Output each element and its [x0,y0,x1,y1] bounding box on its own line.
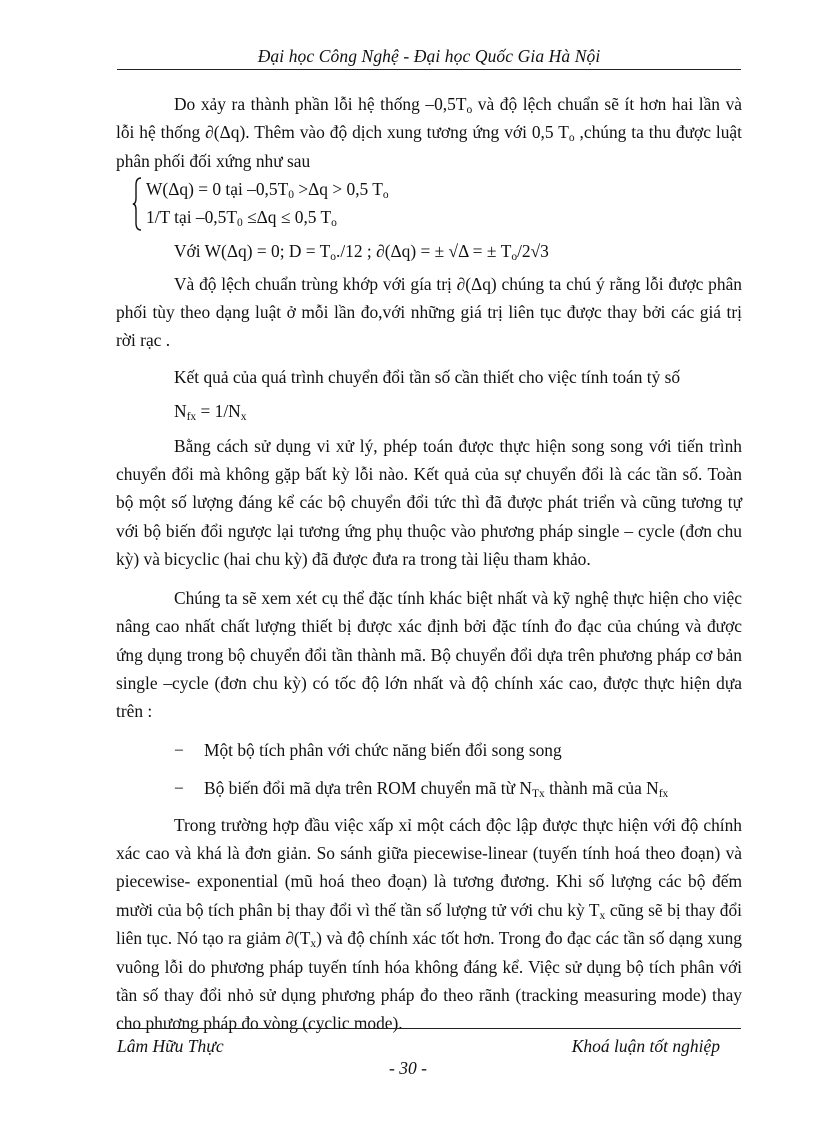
equation-with [116,237,742,265]
paragraph-6 [116,811,742,1038]
page-header-title: Đại học Công Nghệ - Đại học Quốc Gia Hà Nội [257,46,601,66]
bullet-2-text-b: thành mã của N [544,778,659,799]
paragraph-1 [116,90,742,175]
sys2-sub-a: 0 [236,217,243,230]
eqw-sub-a: o [330,251,336,264]
footer-author: Lâm Hữu Thực [117,1036,224,1056]
p6-text-a: Trong trường hợp đầu việc xấp xỉ một cách độc lập được thực hiện với độ chính xác cao và khá là đơn giản. So sánh giữa piecewise-linear (tuyến tính hoá theo đoạn) và piecewise- exponential (mũ hoá theo đoạn) là tương đương. Khi số lượng các bộ đếm mười của bộ tích phân bị thay đổi vì thế tần số lượng tử với chu kỳ T [116,814,742,920]
sys1-sub-a: 0 [288,189,294,202]
sys1-text-b: >Δq > 0,5 T [293,179,383,200]
equation-nfx [116,397,742,425]
system-line-2 [146,203,742,231]
eqn-sub-a: fx [186,411,197,424]
paragraph-4: Bằng cách sử dụng vi xử lý, phép toán được thực hiện song song với tiến trình chuyển đổi mà không gặp bất kỳ lỗi nào. Kết quả của sự chuyển đổi là các tần số. Toàn bộ một số lượng đáng kể các bộ chuyển đổi tức thì đã được phát triển và cũng tương tự với bộ biến đổi ngược lại tương ứng phụ thuộc vào phương pháp single – cycle (đơn chu kỳ) và bicyclic (hai chu kỳ) đã được đưa ra trong tài liệu tham khảo. [116,435,742,570]
bullet-2-text-a: Bộ biến đổi mã dựa trên ROM chuyển mã từ N [204,778,532,799]
p6-sub-a: x [599,909,606,922]
sys1-text-a: W(Δq) = 0 tại –0,5T [146,179,289,200]
dash-icon: − [174,739,184,760]
bullet-1-text: Một bộ tích phân với chức năng biến đổi song song [204,739,562,760]
sys2-sub-b: o [331,217,337,230]
eqn-text-a: N [174,401,187,422]
paragraph-3: Kết quả của quá trình chuyển đổi tần số cần thiết cho việc tính toán tỷ số [174,366,681,387]
sys2-text-b: ≤Δq ≤ 0,5 T [242,207,332,228]
bullet-2-sub-a: Tx [531,788,545,801]
sys2-text-a: 1/T tại –0,5T [146,207,237,228]
system-line-1 [146,175,742,203]
footer-divider [117,1028,741,1029]
p1-text-c: ,chúng ta thu được luật phân phối đối xứng như sau [116,122,742,171]
dash-icon: − [174,778,184,799]
eqw-sub-b: o [511,251,518,264]
p6-sub-b: x [310,938,317,951]
p1-text-a: Do xảy ra thành phần lỗi hệ thống –0,5T [174,94,467,114]
footer-doc-type: Khoá luận tốt nghiệp [571,1036,720,1056]
p6-text-b: cũng sẽ bị thay đổi liên tục. Nó tạo ra giảm ∂(T [116,899,742,949]
p1-sub-a: o [466,104,473,116]
page-number: - 30 - [389,1058,427,1078]
header-divider [117,69,741,70]
eqn-text-b: = 1/N [196,401,241,422]
left-brace [132,177,142,231]
sys1-sub-b: o [382,189,389,202]
paragraph-5: Chúng ta sẽ xem xét cụ thể đặc tính khác biệt nhất và kỹ nghệ thực hiện cho việc nâng cao nhất chất lượng thiết bị được xác định bởi đặc tính đo đạc của chúng và được ứng dụng trong bộ chuyển đổi tần thành mã. Bộ chuyển đổi dựa trên phương pháp cơ bản single –cycle (đơn chu kỳ) có tốc độ lớn nhất và độ chính xác cao, được thực hiện dựa trên : [116,587,742,722]
bullet-item-1 [116,736,742,764]
p1-text-b: và độ lệch chuẩn sẽ ít hơn hai lần và lỗi hệ thống ∂(Δq). Thêm vào độ dịch xung tương ứng với 0,5 T [116,94,742,143]
eqw-text-b: ./12 ; ∂(Δq) = ± √Δ = ± T [336,241,512,262]
eqn-sub-b: x [240,411,247,424]
p1-sub-b: o [568,132,575,145]
piecewise-system [116,175,742,235]
bullet-item-2 [116,774,742,802]
bullet-2-sub-b: fx [658,788,669,801]
p6-text-c: ) và độ chính xác tốt hơn. Trong đo đạc các tần số dạng xung vuông lỗi do phương pháp tuyến tính hóa không đáng kể. Việc sử dụng bộ tích phân với tần số thay đổi nhỏ sử dụng phương pháp đo theo rãnh (tracking measuring mode) thay cho phương pháp đo vòng (cyclic mode). [116,928,742,1034]
eqw-text-a: Với W(Δq) = 0; D = T [174,241,331,262]
document-body [116,90,742,1038]
eqw-text-c: /2√3 [517,241,549,262]
paragraph-2: Và độ lệch chuẩn trùng khớp với gía trị ∂(Δq) chúng ta chú ý rằng lỗi được phân phối tùy theo dạng luật ở mỗi lần đo,với những giá trị liên tục được thay bởi các giá trị rời rạc . [116,273,742,351]
